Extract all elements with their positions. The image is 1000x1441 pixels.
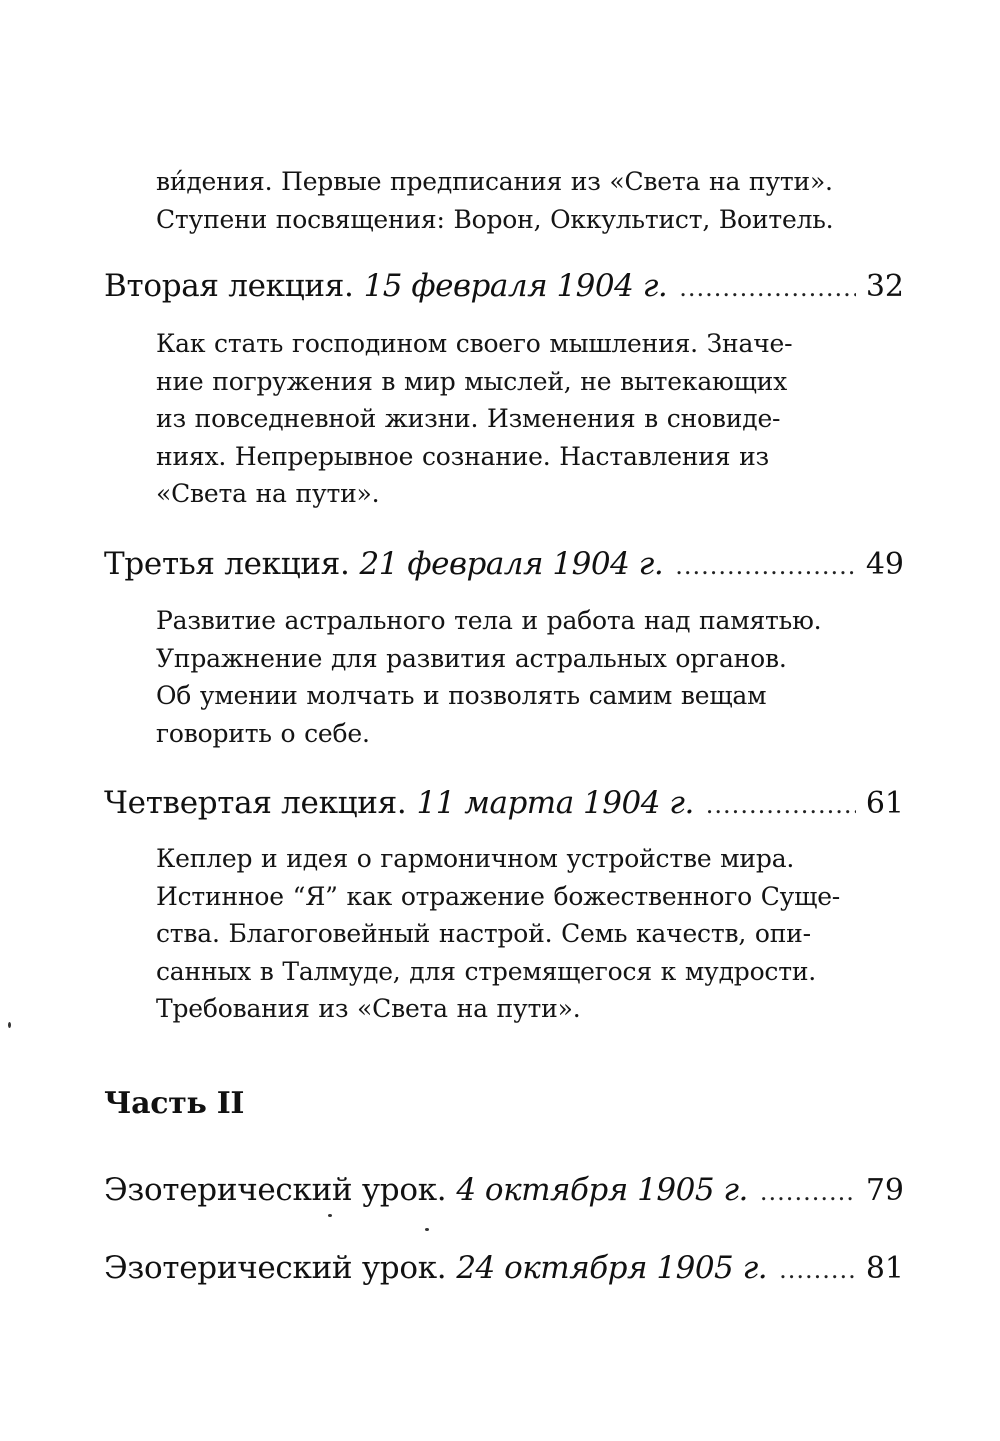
second-lecture-description <box>156 325 866 513</box>
dot-leader <box>675 552 856 580</box>
description-line: ниях. Непрерывное сознание. Наставления из <box>156 441 769 471</box>
description-line: ви́дения. Первые предписания из «Света на пути». <box>156 167 833 196</box>
description-line: из повседневной жизни. Изменения в сновиде- <box>156 404 781 433</box>
description-line: Упражнение для развития астральных органов. <box>156 643 787 673</box>
page-number: 61 <box>865 786 904 821</box>
toc-entry-esoteric-lesson-1[interactable] <box>104 1172 904 1216</box>
page-number: 32 <box>865 269 904 304</box>
entry-date: 15 февраля 1904 г. <box>363 268 668 304</box>
fourth-lecture-description <box>156 840 866 1028</box>
dot-leader <box>779 1256 856 1284</box>
description-line: Ступени посвящения: Ворон, Оккультист, Воитель. <box>156 204 834 234</box>
entry-title: Третья лекция. <box>104 546 350 582</box>
dot-leader <box>760 1178 856 1206</box>
scan-speck <box>8 1022 11 1028</box>
description-line: Как стать господином своего мышления. Значе- <box>156 329 793 358</box>
description-line: Кеплер и идея о гармоничном устройстве мира. <box>156 844 795 873</box>
entry-title: Вторая лекция. <box>104 268 354 304</box>
description-line: Требования из «Света на пути». <box>156 994 581 1023</box>
description-line: говорить о себе. <box>156 718 370 748</box>
scan-speck <box>328 1214 332 1217</box>
entry-title: Эзотерический урок. <box>104 1250 447 1286</box>
intro-description <box>156 163 866 238</box>
page-number: 79 <box>865 1173 904 1208</box>
scan-speck <box>425 1228 429 1231</box>
description-line: Об умении молчать и позволять самим вещам <box>156 681 767 710</box>
entry-date: 24 октября 1905 г. <box>456 1250 768 1286</box>
page-number: 49 <box>865 547 904 582</box>
description-line: Истинное “Я” как отражение божественного Суще- <box>156 881 841 911</box>
description-line: «Света на пути». <box>156 479 380 508</box>
third-lecture-description <box>156 602 866 752</box>
toc-entry-second-lecture[interactable] <box>104 268 904 312</box>
entry-date: 21 февраля 1904 г. <box>359 546 664 582</box>
dot-leader <box>706 791 856 819</box>
toc-entry-fourth-lecture[interactable] <box>104 785 904 829</box>
dot-leader <box>679 274 856 302</box>
page-number: 81 <box>865 1251 904 1286</box>
part-heading: Часть II <box>104 1086 245 1121</box>
description-line: ства. Благоговейный настрой. Семь качеств, опи- <box>156 919 811 948</box>
toc-entry-third-lecture[interactable] <box>104 546 904 590</box>
entry-date: 11 марта 1904 г. <box>416 785 694 821</box>
description-line: Развитие астрального тела и работа над памятью. <box>156 606 822 635</box>
entry-date: 4 октября 1905 г. <box>456 1172 748 1208</box>
description-line: санных в Талмуде, для стремящегося к мудрости. <box>156 956 817 986</box>
description-line: ние погружения в мир мыслей, не вытекающих <box>156 366 787 396</box>
entry-title: Эзотерический урок. <box>104 1172 447 1208</box>
entry-title: Четвертая лекция. <box>104 785 407 821</box>
toc-entry-esoteric-lesson-2[interactable] <box>104 1250 904 1294</box>
